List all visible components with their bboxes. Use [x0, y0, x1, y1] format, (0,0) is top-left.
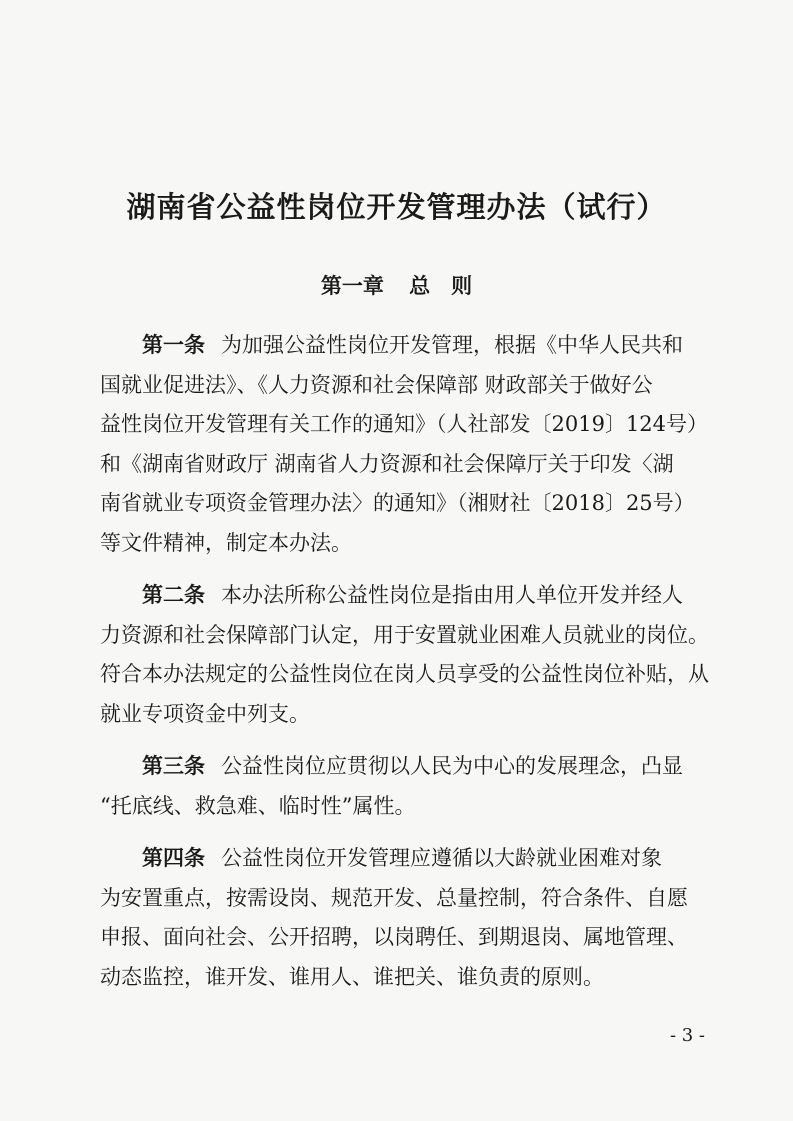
article-2-text-1: 本办法所称公益性岗位是指由用人单位开发并经人	[221, 583, 683, 607]
chapter-heading	[0, 270, 793, 300]
article-3-label: 第三条	[142, 753, 205, 778]
article-1-text-3: 益性岗位开发管理有关工作的通知》（人社部发〔2019〕124号）	[100, 412, 709, 436]
article-3	[100, 746, 710, 826]
article-3-line-1	[142, 754, 683, 778]
article-4	[100, 838, 710, 997]
article-2-line-1	[142, 583, 683, 607]
article-1-text-6: 等文件精神，制定本办法。	[100, 530, 352, 555]
article-2-text-3: 符合本办法规定的公益性岗位在岗人员享受的公益性岗位补贴，从	[100, 662, 709, 686]
article-1-text-4: 和《湖南省财政厅 湖南省人力资源和社会保障厅关于印发〈湖	[100, 451, 674, 476]
article-1-line-1	[142, 333, 683, 357]
document-body	[100, 325, 710, 1009]
article-3-text-2: “托底线、救急难、临时性”属性。	[100, 793, 416, 818]
article-4-line-1	[142, 846, 662, 870]
page-number: - 3 -	[669, 1025, 705, 1046]
chapter-name: 总 则	[409, 273, 473, 298]
article-1-label: 第一条	[142, 332, 205, 357]
chapter-number: 第一章	[320, 273, 384, 298]
article-2	[100, 575, 710, 734]
article-1	[100, 325, 710, 563]
article-1-text-5: 南省就业专项资金管理办法〉的通知》（湘财社〔2018〕25号）	[100, 491, 695, 515]
article-3-text-1: 公益性岗位应贯彻以人民为中心的发展理念，凸显	[221, 754, 683, 778]
article-4-text-2: 为安置重点，按需设岗、规范开发、总量控制，符合条件、自愿	[100, 885, 688, 910]
article-4-text-1: 公益性岗位开发管理应遵循以大龄就业困难对象	[221, 846, 662, 870]
article-1-text-1: 为加强公益性岗位开发管理，根据《中华人民共和	[221, 333, 683, 357]
article-2-label: 第二条	[142, 582, 205, 607]
document-title: 湖南省公益性岗位开发管理办法（试行）	[126, 190, 667, 224]
article-4-label: 第四条	[142, 845, 205, 870]
article-4-text-4: 动态监控，谁开发、谁用人、谁把关、谁负责的原则。	[100, 964, 604, 989]
article-2-text-4: 就业专项资金中列支。	[100, 701, 310, 726]
article-1-text-2: 国就业促进法》、《人力资源和社会保障部 财政部关于做好公	[100, 372, 653, 397]
article-4-text-3: 申报、面向社会、公开招聘，以岗聘任、到期退岗、属地管理、	[100, 925, 688, 949]
article-2-text-2: 力资源和社会保障部门认定，用于安置就业困难人员就业的岗位。	[100, 622, 709, 647]
